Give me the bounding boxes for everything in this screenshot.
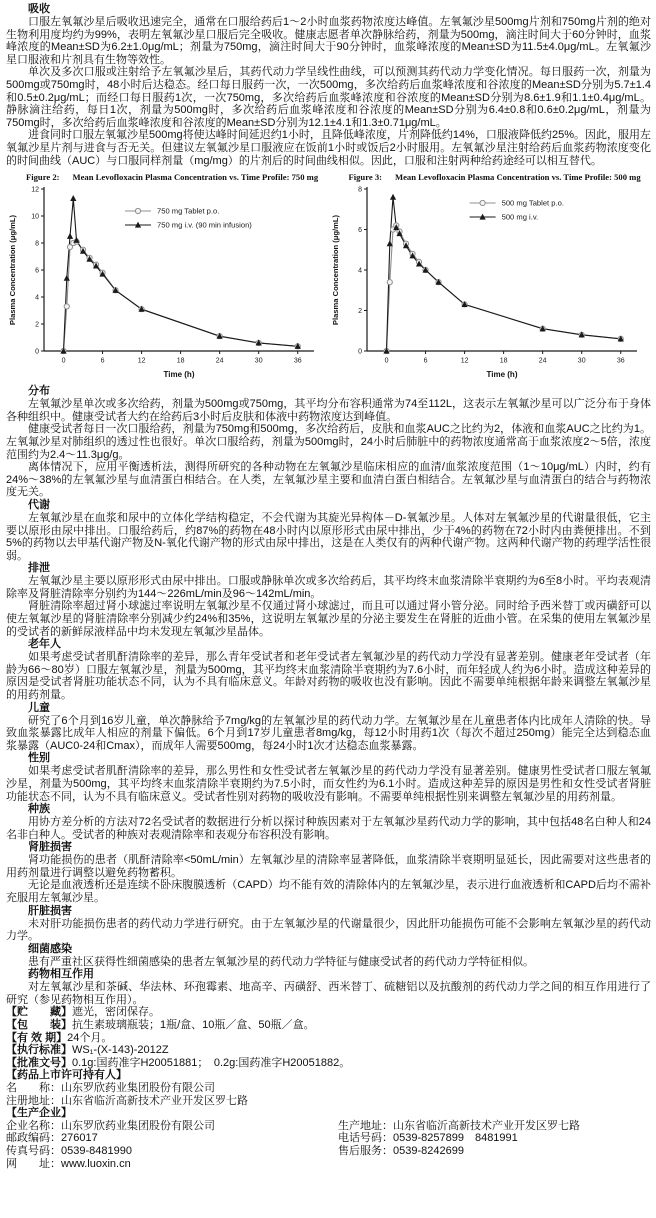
- website-line: [6, 1158, 338, 1171]
- section-interactions-title: 药物相互作用: [28, 968, 94, 981]
- svg-text:Time (h): Time (h): [163, 370, 195, 380]
- svg-text:10: 10: [31, 213, 39, 221]
- standard-value: WS₁-(X-143)-2012Z: [72, 1044, 169, 1057]
- section-excretion-title: 排泄: [28, 562, 50, 575]
- manufacturer-heading: 【生产企业】: [6, 1107, 72, 1120]
- absorption-paragraph-1: 口服左氧氟沙星后吸收迅速完全，通常在口服给药后1～2小时血浆药物浓度达峰值。左氧氟沙星500mg片剂和750mg片剂的绝对生物利用度均约为99%，表明左氧氟沙星口服后完全吸收。健康志愿者单次静脉给药，剂量为500mg，滴注时间大于60分钟时，血浆峰浓度的Mean±SD为6.2±1.0μg/mL；剂量为750mg，滴注时间大于90分钟时，血浆峰浓度的Mean±SD为11.5±4.0μg/mL。左氧氟沙星口服液和片剂具有生物等效性。: [6, 15, 651, 66]
- section-absorption: [6, 3, 651, 167]
- infection-paragraph-1: 患有严重社区获得性细菌感染的患者左氧氟沙星的药代动力学特征与健康受试者的药代动力学特征相似。: [28, 955, 534, 968]
- company-name-line: [6, 1120, 338, 1133]
- manufacturer-row-3: [6, 1145, 651, 1158]
- postcode-label: 邮政编码：: [6, 1132, 61, 1145]
- package-line: [6, 1019, 651, 1032]
- section-elderly-title: 老年人: [28, 638, 61, 651]
- production-addr-line: [338, 1120, 580, 1133]
- race-paragraph-1: 用协方差分析的方法对72名受试者的数据进行分析以探讨种族因素对于左氧氟沙星药代动力学的影响，其中包括48名白种人和24名非白种人。受试者的种族对表观清除率和表观分布容积没有影响。: [6, 816, 651, 841]
- svg-text:500 mg i.v.: 500 mg i.v.: [501, 212, 538, 222]
- excretion-paragraph-2: 肾脏清除率超过肾小球滤过率说明左氧氟沙星不仅通过肾小球滤过，而且可以通过肾小管分泌。同时给予西米替丁或丙磺舒可以使左氧氟沙星的肾脏清除率分别减少约24%和35%，这说明左氧氟沙星的分泌主要发生在肾脏的近曲小管。在采集的使用左氧氟沙星的受试者的新鲜尿液样品中均未发现左氧氟沙星晶体。: [6, 600, 651, 638]
- validity-value: 24个月。: [67, 1031, 113, 1044]
- svg-text:2: 2: [35, 321, 39, 329]
- section-drug-interactions: [6, 968, 651, 1006]
- svg-text:0: 0: [61, 357, 66, 365]
- figure-3-caption: [329, 172, 652, 183]
- mah-addr-line: [6, 1095, 651, 1108]
- figure-2: [6, 172, 329, 383]
- svg-text:0: 0: [384, 357, 388, 365]
- section-metabolism-title: 代谢: [28, 498, 50, 511]
- mah-name-line: [6, 1082, 651, 1095]
- svg-text:4: 4: [357, 267, 362, 275]
- section-infection-title: 细菌感染: [28, 942, 72, 955]
- production-addr-label: 生产地址：: [338, 1119, 393, 1132]
- svg-text:Time (h): Time (h): [486, 370, 517, 380]
- phone-line: [338, 1132, 518, 1145]
- production-addr-value: 山东省临沂高新技术产业开发区罗七路: [393, 1119, 580, 1132]
- manufacturer-row-1: [6, 1120, 651, 1133]
- section-bacterial-infection: [6, 943, 651, 969]
- svg-text:0: 0: [357, 348, 362, 356]
- svg-text:30: 30: [254, 357, 263, 365]
- svg-text:24: 24: [215, 357, 224, 365]
- section-metabolism: [6, 499, 651, 562]
- interactions-paragraph-1: 对左氧氟沙星和茶碱、华法林、环孢霉素、地高辛、丙磺舒、西米替丁、硫糖铝以及抗酸剂的药代动力学之间的相互作用进行了研究（参见药物相互作用）。: [6, 981, 651, 1006]
- fax-line: [6, 1145, 338, 1158]
- section-gender-title: 性别: [28, 752, 50, 765]
- section-renal-impairment: [6, 841, 651, 904]
- validity-line: [6, 1032, 651, 1045]
- after-sales-label: 售后服务：: [338, 1145, 393, 1158]
- storage-label: 【贮 藏】: [6, 1006, 72, 1019]
- svg-text:500 mg Tablet p.o.: 500 mg Tablet p.o.: [501, 198, 564, 208]
- postcode-value: 276017: [61, 1132, 98, 1145]
- mah-name-label: 名 称：: [6, 1082, 61, 1095]
- svg-text:18: 18: [499, 357, 508, 365]
- section-distribution-title: 分布: [28, 385, 50, 398]
- gender-paragraph-1: 如果考虑受试者肌酐清除率的差异，那么男性和女性受试者左氧氟沙星的药代动力学没有显著差别。健康男性受试者口服左氧氟沙星，剂量为500mg，其平均终末血浆清除半衰期约为7.5小时，而女性约为6.1小时。造成这种差异的原因是男性和女性受试者肾脏功能状态不同，认为不具有临床意义。受试者性别对药物的吸收没有影响。不需要单纯根据性别来调整左氧氟沙星的用药剂量。: [6, 765, 651, 803]
- svg-text:36: 36: [293, 357, 302, 365]
- svg-text:750 mg i.v. (90 min infusion): 750 mg i.v. (90 min infusion): [157, 220, 252, 230]
- company-name-label: 企业名称：: [6, 1119, 61, 1132]
- svg-text:36: 36: [616, 357, 625, 365]
- svg-text:12: 12: [137, 357, 146, 365]
- section-race: [6, 803, 651, 841]
- manufacturer-row-2: [6, 1132, 651, 1145]
- svg-text:12: 12: [31, 186, 39, 194]
- figure-3: [329, 172, 652, 383]
- company-name-value: 山东罗欣药业集团股份有限公司: [61, 1119, 215, 1132]
- distribution-paragraph-3: 离体情况下，应用平衡透析法，测得所研究的各种动物在左氧氟沙星临床相应的血清/血浆浓度范围（1～10μg/mL）内时，约有24%～38%的左氧氟沙星与血清蛋白相结合。在人类，左氧氟沙星主要和血清白蛋白相结合。左氧氟沙星与血清蛋白的结合与药物浓度无关。: [6, 461, 651, 499]
- section-renal-title: 肾脏损害: [28, 841, 72, 854]
- svg-text:6: 6: [35, 267, 39, 275]
- section-gender: [6, 752, 651, 803]
- figure-3-title: Mean Levofloxacin Plasma Concentration vs. Time Profile: 500 mg: [395, 172, 641, 183]
- figure-2-caption: [6, 172, 329, 183]
- svg-text:8: 8: [357, 186, 362, 194]
- approval-value: 0.1g:国药准字H20051881； 0.2g:国药准字H20051882。: [72, 1056, 351, 1069]
- svg-text:2: 2: [357, 308, 362, 316]
- svg-text:6: 6: [100, 357, 105, 365]
- manufacturer-row-4: [6, 1158, 651, 1171]
- children-paragraph-1: 研究了6个月到16岁儿童，单次静脉给予7mg/kg的左氧氟沙星的药代动力学。左氧氟沙星在儿童患者体内比成年人清除的快。导致血浆暴露比成年人相应的剂量下偏低。6个月到17岁儿童患者8mg/kg，每12小时用药1次（每次不超过250mg）能完全达到稳态血浆暴露（AUC0-24和Cmax），而成年人需要500mg，每24小时1次才达稳态血浆暴露。: [6, 714, 651, 752]
- mah-addr-label: 注册地址：: [6, 1094, 61, 1107]
- absorption-paragraph-2: 单次及多次口服或注射给予左氧氟沙星后，其药代动力学呈线性曲线，可以预测其药代动力学变化情况。每日服药一次，剂量为500mg或750mg时，48小时后达稳态。经口每日服药一次，一次500mg，多次给药后血浆峰浓度和谷浓度的Mean±SD分别为5.7±1.4和0.5±0.2μg/mL；而经口每日服药1次，一次750mg，多次给药后血浆峰浓度和谷浓度的Mean±SD分别为8.6±1.9和1.1±0.4μg/mL。静脉滴注给药，每日1次，剂量为500mg时，多次给药后血浆峰浓度和谷浓度的Mean±SD分别为6.4±0.8和0.6±0.2μg/mL，剂量为750mg时，多次给药后血浆峰浓度和谷浓度的Mean±SD分别为12.1±4.1和1.3±0.71μg/mL。: [6, 66, 651, 129]
- mah-name-value: 山东罗欣药业集团股份有限公司: [61, 1082, 215, 1095]
- storage-value: 遮光，密闭保存。: [72, 1006, 160, 1019]
- postcode-line: [6, 1132, 338, 1145]
- approval-label: 【批准文号】: [6, 1056, 72, 1069]
- svg-text:6: 6: [357, 227, 362, 235]
- section-distribution: [6, 385, 651, 499]
- section-children-title: 儿童: [28, 701, 50, 714]
- renal-paragraph-2: 无论是血液透析还是连续不卧床腹膜透析（CAPD）均不能有效的清除体内的左氧氟沙星，表示进行血液透析和CAPD后均不需补充服用左氧氟沙星。: [6, 879, 651, 905]
- section-excretion: [6, 562, 651, 638]
- figure-2-label: Figure 2:: [26, 172, 60, 183]
- metabolism-paragraph-1: 左氧氟沙星在血浆和尿中的立体化学结构稳定，不会代谢为其旋光异构体－D-氧氟沙星。人体对左氧氟沙星的代谢量很低，它主要以原形由尿中排出。口服给药后，约87%的药物在48小时内以原形形式由尿中排出，少于4%的药物在72小时内由粪便排出。不到5%的药物以去甲基代谢产物及N-氧化代谢产物的形式由尿中排出，这是在人类仅有的两种代谢产物。这两种代谢产物的药理学活性很弱。: [6, 511, 651, 562]
- distribution-paragraph-2: 健康受试者每日一次口服给药，剂量为750mg和500mg，多次给药后，皮肤和血浆AUC之比约为2，体液和血浆AUC之比约为1。左氧氟沙星对肺组织的透过性也很好。单次口服给药，剂量为500mg时，24小时后肺脏中的药物浓度通常高于血浆浓度2～5倍，浓度范围约为2.4～11.3μg/g。: [6, 423, 651, 461]
- section-absorption-title: 吸收: [28, 3, 50, 15]
- footer-info: [6, 1006, 651, 1170]
- package-value: 抗生素玻璃瓶装；1瓶/盒、10瓶／盒、50瓶／盒。: [72, 1019, 315, 1032]
- mah-heading: 【药品上市许可持有人】: [6, 1069, 127, 1082]
- svg-text:18: 18: [176, 357, 185, 365]
- svg-text:750 mg Tablet p.o.: 750 mg Tablet p.o.: [157, 206, 220, 216]
- figure-3-chart: [329, 183, 649, 383]
- svg-text:24: 24: [538, 357, 547, 365]
- elderly-paragraph-1: 如果考虑受试者肌酐清除率的差异，那么青年受试者和老年受试者左氧氟沙星的药代动力学没有显著差别。健康老年受试者（年龄为66～80岁）口服左氧氟沙星，剂量为500mg，其平均终末血浆清除半衰期约为7.6小时，而年轻成人约为6小时。造成这种差异的原因是受试者肾脏功能状态不同，认为不具有临床意义。年龄对药物的吸收也没有影响。因此不需要单纯根据年龄来调整左氧氟沙星的用药剂量。: [6, 651, 651, 702]
- figure-2-chart: [6, 183, 326, 383]
- section-race-title: 种族: [28, 803, 50, 816]
- website-label: 网 址：: [6, 1157, 61, 1170]
- after-sales-line: [338, 1145, 464, 1158]
- validity-label: 【有 效 期】: [6, 1031, 68, 1044]
- section-elderly: [6, 638, 651, 701]
- figure-3-label: Figure 3:: [348, 172, 382, 183]
- storage-line: [6, 1006, 651, 1019]
- svg-text:0: 0: [35, 348, 39, 356]
- mah-addr-value: 山东省临沂高新技术产业开发区罗七路: [61, 1094, 248, 1107]
- svg-text:4: 4: [35, 294, 39, 302]
- section-children: [6, 702, 651, 753]
- renal-paragraph-1: 肾功能损伤的患者（肌酐清除率<50mL/min）左氧氟沙星的清除率显著降低，血浆清除半衰期明显延长，因此需要对这些患者的用药剂量进行调整以避免药物蓄积。: [6, 854, 651, 879]
- excretion-paragraph-1: 左氧氟沙星主要以原形形式由尿中排出。口服或静脉单次或多次给药后，其平均终末血浆清除半衰期约为6至8小时。平均表观清除率及肾脏清除率分别约为144～226mL/min及96～142mL/min。: [6, 575, 651, 600]
- hepatic-paragraph-1: 未对肝功能损伤患者的药代动力学进行研究。由于左氧氟沙星的代谢量很少，因此肝功能损伤可能不会影响左氧氟沙星的药代动力学。: [6, 917, 651, 943]
- after-sales-value: 0539-8242699: [393, 1145, 464, 1158]
- standard-line: [6, 1044, 651, 1057]
- svg-text:Plasma Concentration (μg/mL): Plasma Concentration (μg/mL): [330, 215, 340, 326]
- website-value: www.luoxin.cn: [61, 1157, 131, 1170]
- svg-text:8: 8: [35, 240, 39, 248]
- section-hepatic-title: 肝脏损害: [28, 904, 72, 917]
- section-hepatic-impairment: [6, 905, 651, 943]
- absorption-paragraph-3: 进食同时口服左氧氟沙星500mg将使达峰时间延迟约1小时，且降低峰浓度，片剂降低约14%，口服液降低约25%。因此，服用左氧氟沙星片剂与进食与否无关。但建议左氧氟沙星口服液应在饭前1小时或饭后2小时服用。左氧氟沙星注射给药后血浆药物浓度变化的时间曲线（AUC）与口服同样剂量（mg/mg）的片剂后的时间曲线相似。因此，口服和注射两种给药途经可以相互替代。: [6, 129, 651, 167]
- package-label: 【包 装】: [6, 1019, 72, 1032]
- distribution-paragraph-1: 左氧氟沙星单次或多次给药，剂量为500mg或750mg，其平均分布容积通常为74至112L，这表示左氧氟沙星可以广泛分布于身体各种组织中。健康受试者大约在给药后3小时后皮肤和体液中药物浓度达到峰值。: [6, 398, 651, 423]
- phone-value: 0539-8257899 8481991: [393, 1132, 518, 1145]
- fax-value: 0539-8481990: [61, 1145, 132, 1158]
- standard-label: 【执行标准】: [6, 1044, 72, 1057]
- figures-row: [6, 172, 651, 383]
- figure-2-title: Mean Levofloxacin Plasma Concentration vs. Time Profile: 750 mg: [72, 172, 319, 183]
- approval-line: [6, 1057, 651, 1070]
- svg-text:30: 30: [577, 357, 586, 365]
- svg-text:Plasma Concentration (μg/mL): Plasma Concentration (μg/mL): [8, 215, 17, 326]
- svg-text:6: 6: [423, 357, 428, 365]
- fax-label: 传真号码：: [6, 1145, 61, 1158]
- svg-text:12: 12: [460, 357, 468, 365]
- phone-label: 电话号码：: [338, 1132, 393, 1145]
